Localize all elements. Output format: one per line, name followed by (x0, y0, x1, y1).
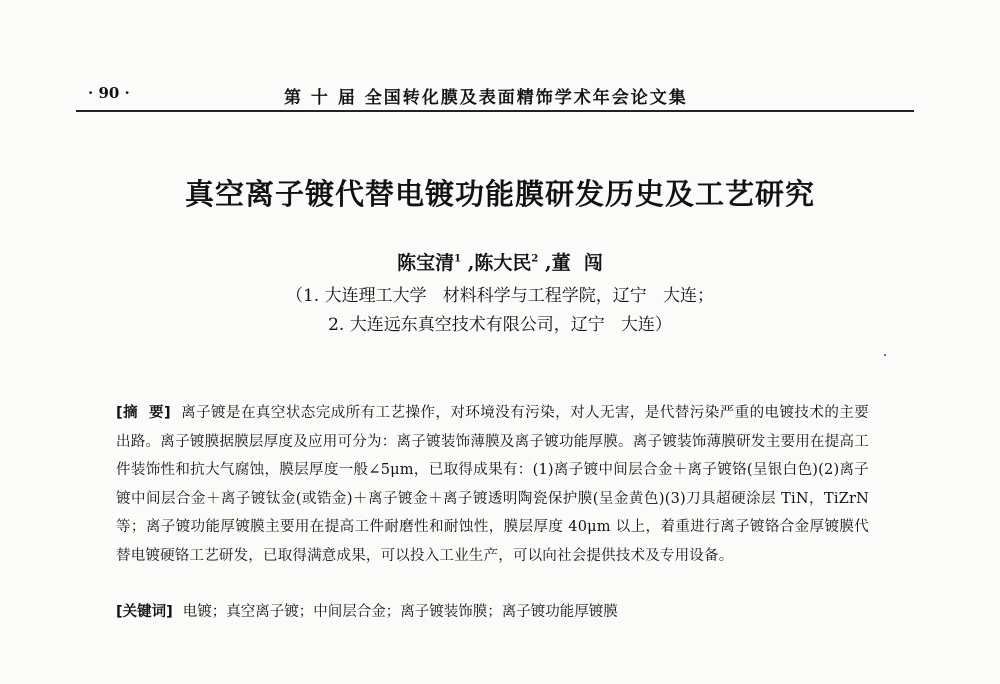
affiliation-line-1: （1. 大连理工大学 材料科学与工程学院，辽宁 大连； (285, 286, 715, 306)
author-name: 陈大民 (474, 252, 532, 274)
running-title: 第 十 届 全国转化膜及表面精饰学术年会论文集 (284, 88, 688, 108)
abstract-text: 离子镀是在真空状态完成所有工艺操作，对环境没有污染，对人无害，是代替污染严重的电镀技术的主要出路。离子镀膜据膜层厚度及应用可分为：离子镀装饰薄膜及离子镀功能厚膜。离子镀装饰薄膜研发主要用在提高工件装饰性和抗大气腐蚀，膜层厚度一般∠5μm，已取得成果有：(1)离子镀中间层合金＋离子镀铬(呈银白色)(2)离子镀中间层合金＋离子镀钛金(或锆金)＋离子镀金＋离子镀透明陶瓷保护膜(呈金黄色)(3)刀具超硬涂层 TiN，TiZrN 等；离子镀功能厚镀膜主要用在提高工件耐磨性和耐蚀性，膜层厚度 40μm 以上，着重进行离子镀铬合金厚镀膜代替电镀硬铬工艺研发，已取得满意成果，可以投入工业生产，可以向社会提供技术及专用设备。 (116, 405, 869, 564)
header-rule (76, 110, 914, 112)
author-name: 董 闯 (551, 252, 603, 274)
author-separator: , (538, 252, 552, 274)
author-list (0, 248, 1000, 275)
author-separator: , (461, 252, 475, 274)
keywords (116, 600, 869, 624)
page-number: · 90 · (88, 84, 130, 102)
author-name: 陈宝清 (397, 252, 455, 274)
abstract (116, 399, 869, 570)
author-affiliation-mark: 1 (454, 253, 462, 265)
keywords-text: 电镀；真空离子镀；中间层合金；离子镀装饰膜；离子镀功能厚镀膜 (182, 604, 618, 620)
scan-speck (884, 354, 886, 356)
paper-title: 真空离子镀代替电镀功能膜研发历史及工艺研究 (184, 177, 815, 211)
running-header (76, 84, 916, 106)
keywords-label: [关键词] (116, 604, 173, 620)
abstract-label: [摘 要] (116, 405, 171, 421)
author-affiliation-mark: 2 (531, 253, 539, 265)
affiliation-line-2: 2. 大连远东真空技术有限公司，辽宁 大连） (328, 315, 672, 335)
